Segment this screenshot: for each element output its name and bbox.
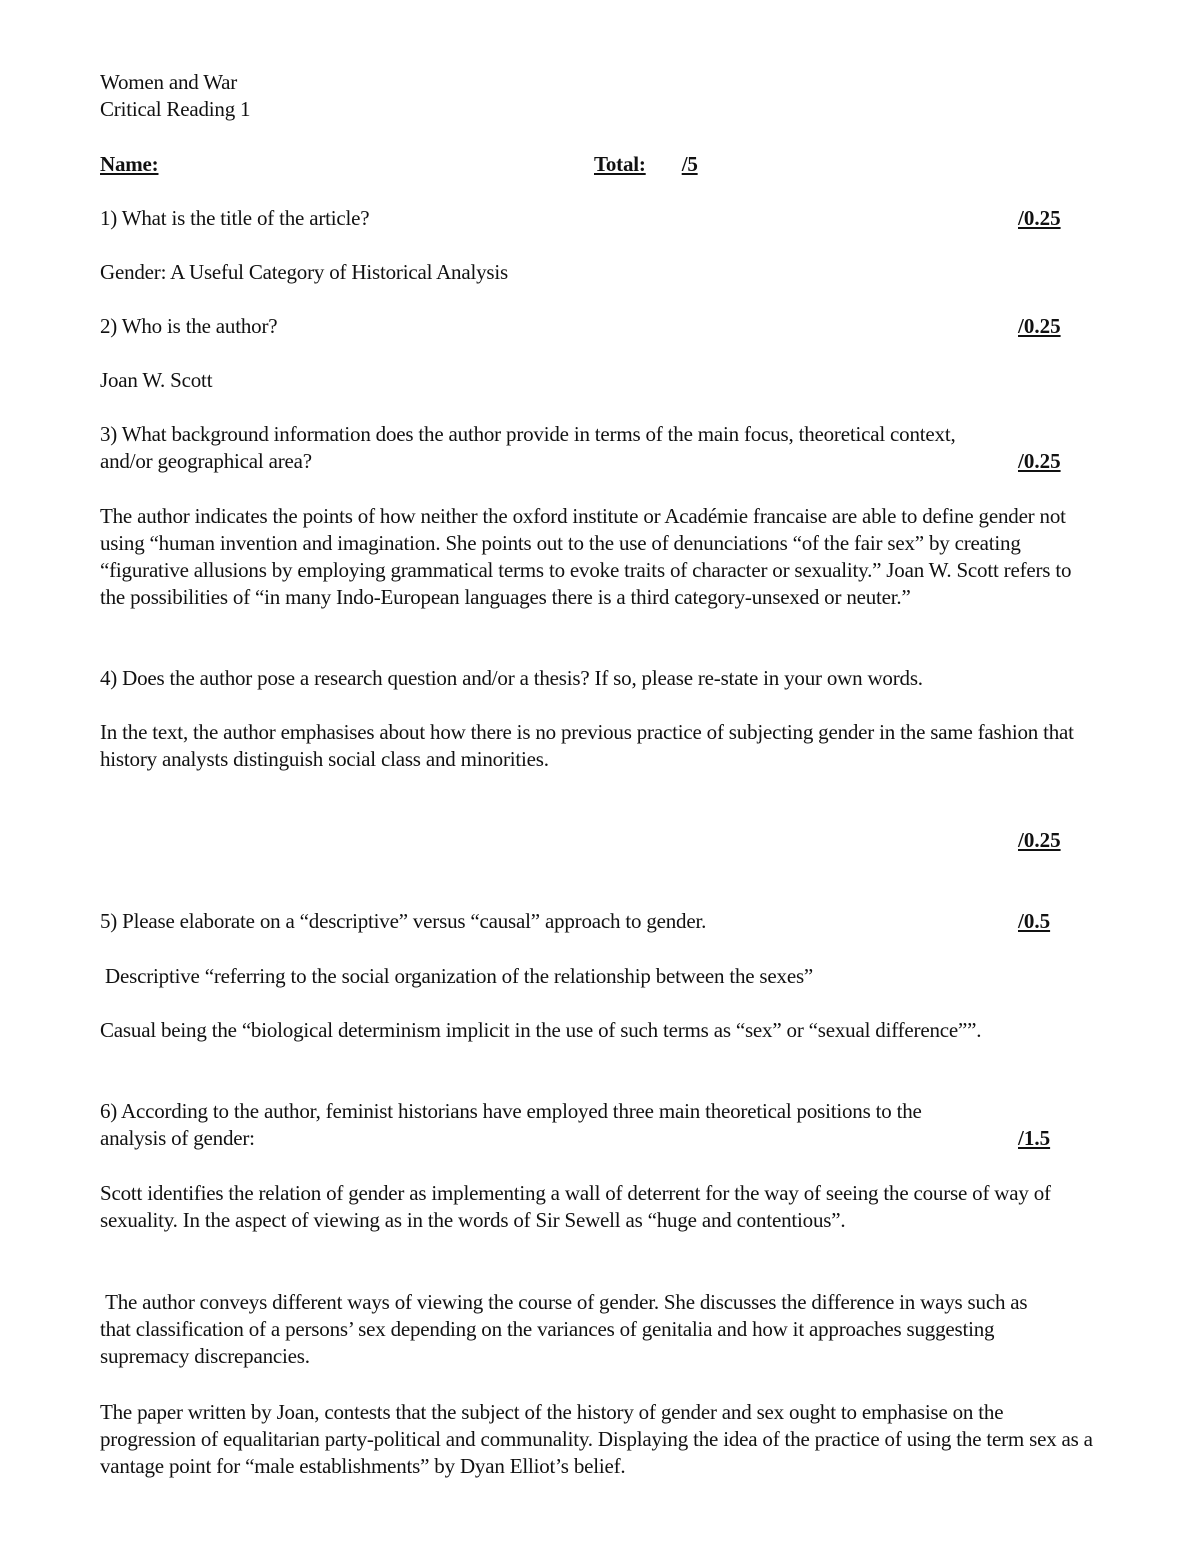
name-label: Name: — [100, 152, 159, 176]
question-5-score: /0.5 — [1018, 909, 1051, 933]
answer-5b: Casual being the “biological determinism implicit in the use of such terms as “sex” or “sexual difference””. — [100, 1018, 982, 1042]
question-3-score: /0.25 — [1018, 449, 1061, 473]
question-1-score: /0.25 — [1018, 206, 1061, 230]
course-title: Women and War — [100, 70, 238, 94]
total-value: /5 — [681, 152, 698, 176]
answer-4: In the text, the author emphasises about how there is no previous practice of subjecting gender in the same fashion that history analysts distinguish social class and minorities. — [100, 720, 1074, 771]
question-2-score: /0.25 — [1018, 314, 1061, 338]
question-4-score: /0.25 — [1018, 828, 1061, 852]
question-1: 1) What is the title of the article? — [100, 206, 370, 230]
question-4: 4) Does the author pose a research question and/or a thesis? If so, please re-state in your own words. — [100, 666, 923, 690]
answer-5a: Descriptive “referring to the social organization of the relationship between the sexes” — [100, 964, 814, 988]
answer-1: Gender: A Useful Category of Historical Analysis — [100, 260, 508, 284]
question-6-line1: 6) According to the author, feminist historians have employed three main theoretical positions to the — [100, 1099, 922, 1123]
question-6-score: /1.5 — [1018, 1126, 1051, 1150]
answer-6c: The paper written by Joan, contests that the subject of the history of gender and sex ought to emphasise on the progression of equalitarian party-political and communality. Displaying the idea of the practice of using the term sex as a vantage point for “male establishments” by Dyan Elliot’s belief. — [100, 1400, 1093, 1478]
total-label: Total: /5 — [594, 152, 698, 176]
question-2: 2) Who is the author? — [100, 314, 278, 338]
answer-6a: Scott identifies the relation of gender as implementing a wall of deterrent for the way of seeing the course of way of sexuality. In the aspect of viewing as in the words of Sir Sewell as “huge and contentious”. — [100, 1181, 1051, 1232]
answer-2: Joan W. Scott — [100, 368, 213, 392]
question-6-line2: analysis of gender: — [100, 1126, 255, 1150]
answer-3: The author indicates the points of how neither the oxford institute or Académie francaise are able to define gender not using “human invention and imagination. She points out to the use of denunciations “of the fair sex” by creating “figurative allusions by employing grammatical terms to evoke traits of character or sexuality.” Joan W. Scott refers to the possibilities of “in many Indo-European languages there is a third category-unsexed or neuter.” — [100, 504, 1072, 609]
question-3-line2: and/or geographical area? — [100, 449, 312, 473]
answer-6b: The author conveys different ways of viewing the course of gender. She discusses the difference in ways such as that classification of a persons’ sex depending on the variances of genitalia and how it approaches suggesting supremacy discrepancies. — [100, 1290, 1033, 1368]
question-5: 5) Please elaborate on a “descriptive” versus “causal” approach to gender. — [100, 909, 707, 933]
assignment-title: Critical Reading 1 — [100, 97, 251, 121]
question-3-line1: 3) What background information does the author provide in terms of the main focus, theoretical context, — [100, 422, 956, 446]
